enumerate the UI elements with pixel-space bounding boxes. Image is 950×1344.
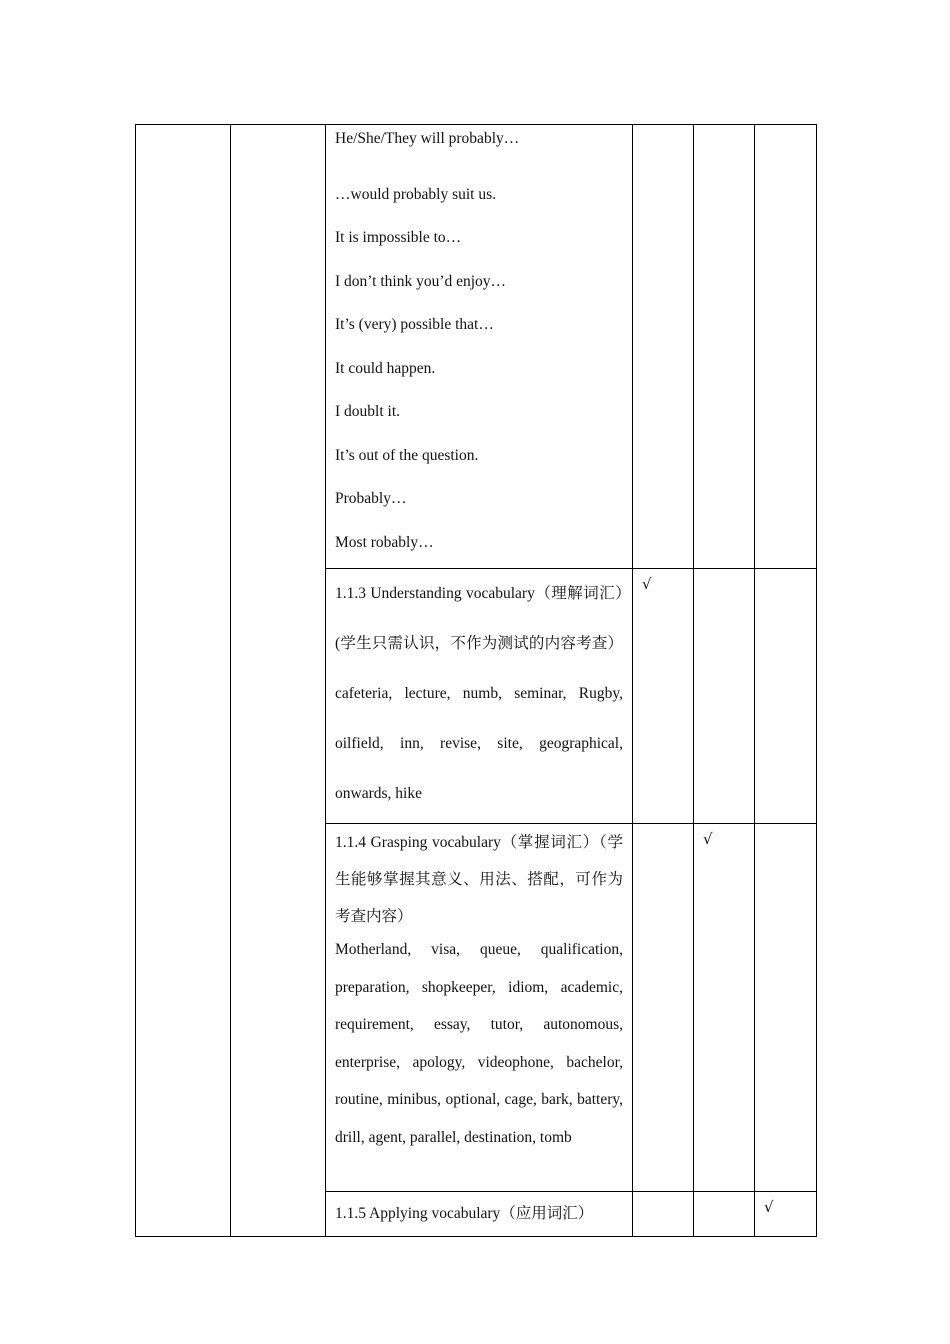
phrase-9: Probably… xyxy=(335,490,407,507)
phrases-cell xyxy=(326,125,633,569)
phrase-2: …would probably suit us. xyxy=(335,185,497,203)
column-1-cell xyxy=(136,125,231,1237)
check-mark: √ xyxy=(703,830,713,848)
grasping-level-2-cell xyxy=(694,824,755,1192)
phrase-4: I don’t think you’d enjoy… xyxy=(335,272,507,290)
phrase-5: It’s (very) possible that… xyxy=(335,316,494,333)
grasping-heading: 1.1.4 Grasping vocabulary（掌握词汇）（学生能够掌握其意义、用法、搭配，可作为考查内容） xyxy=(335,834,623,925)
column-2-cell xyxy=(231,125,326,1237)
phrases-row xyxy=(136,125,817,569)
level-1-cell xyxy=(633,125,694,569)
phrase-1: He/She/They will probably… xyxy=(335,130,520,147)
grasping-level-1-cell xyxy=(633,824,694,1192)
level-2-cell xyxy=(694,125,755,569)
phrase-7: I doublt it. xyxy=(335,403,401,420)
applying-cell xyxy=(326,1192,633,1237)
check-mark: √ xyxy=(642,575,652,593)
understanding-level-2-cell xyxy=(694,569,755,824)
grasping-level-3-cell xyxy=(755,824,817,1192)
phrase-8: It’s out of the question. xyxy=(335,446,479,464)
applying-text: 1.1.5 Applying vocabulary（应用词汇） xyxy=(335,1205,594,1222)
check-mark: √ xyxy=(764,1198,774,1216)
understanding-text: 1.1.3 Understanding vocabulary（理解词汇）(学生只需认识，不作为测试的内容考查） cafeteria, lecture, numb, seminar, Rugby, oilfield, inn, revise, site, geographical, onwards, hike xyxy=(335,585,623,802)
applying-level-3-cell xyxy=(755,1192,817,1237)
understanding-cell xyxy=(326,569,633,824)
syllabus-table xyxy=(135,124,817,1237)
understanding-level-1-cell xyxy=(633,569,694,824)
level-3-cell xyxy=(755,125,817,569)
grasping-words: Motherland, visa, queue, qualification, preparation, shopkeeper, idiom, academic, requirement, essay, tutor, autonomous, enterprise, apology, videophone, bachelor, routine, minibus, optional, cage, bark, battery, drill, agent, parallel, destination, tomb xyxy=(335,941,623,1146)
understanding-level-3-cell xyxy=(755,569,817,824)
applying-level-1-cell xyxy=(633,1192,694,1237)
applying-level-2-cell xyxy=(694,1192,755,1237)
phrase-3: It is impossible to… xyxy=(335,229,462,246)
phrase-10: Most robably… xyxy=(335,533,434,551)
phrase-6: It could happen. xyxy=(335,359,436,377)
grasping-cell xyxy=(326,824,633,1192)
